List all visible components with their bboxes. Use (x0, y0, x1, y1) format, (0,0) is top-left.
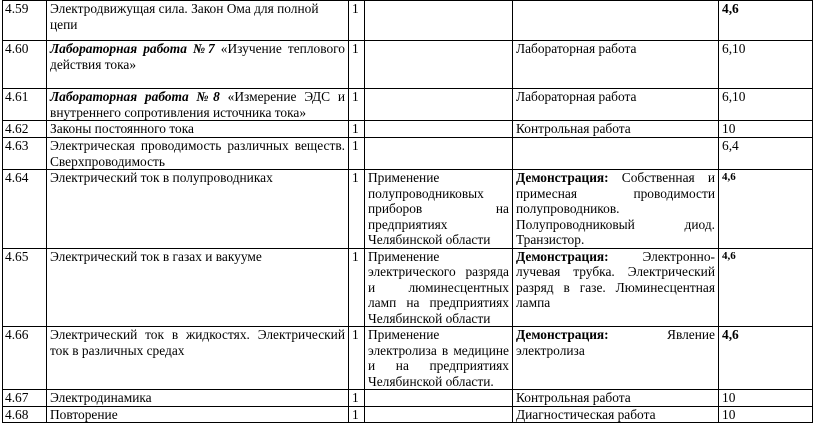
hours-cell: 1 (349, 41, 365, 89)
topic-cell (47, 89, 349, 121)
table-row (3, 121, 813, 138)
topic-cell: Электрический ток в полупроводниках (47, 170, 349, 249)
topic-cell: Электродвижущая сила. Закон Ома для полной цепи (47, 1, 349, 41)
row-number: 4.61 (3, 89, 47, 121)
correction-cell: 6,10 (719, 89, 813, 121)
row-number: 4.62 (3, 121, 47, 138)
control-cell (513, 138, 719, 170)
application-cell (365, 138, 513, 170)
lab-title: «Изучение теплового действия тока» (50, 41, 345, 72)
correction-cell: 10 (719, 121, 813, 138)
hours-cell: 1 (349, 138, 365, 170)
demonstration-cell (513, 248, 719, 327)
topic-cell: Электрический ток в газах и вакууме (47, 248, 349, 327)
topic-cell: Электрическая проводимость различных веществ. Сверхпроводимость (47, 138, 349, 170)
lab-label: Лабораторная работа №8 (50, 89, 220, 104)
lab-title: «Измерение ЭДС и внутреннего сопротивления источника тока» (50, 89, 345, 120)
application-cell (365, 390, 513, 407)
demo-text: Электронно-лучевая трубка. Электрический разряд в газе. Люминесцентная лампа (516, 248, 715, 310)
hours-cell: 1 (349, 248, 365, 327)
control-cell: Лабораторная работа (513, 41, 719, 89)
hours-cell: 1 (349, 121, 365, 138)
lab-label: Лабораторная работа №7 (50, 41, 215, 56)
demonstration-cell (513, 327, 719, 390)
topic-cell: Электрический ток в жидкостях. Электрический ток в различных средах (47, 327, 349, 390)
demo-text: Явление электролиза (516, 327, 715, 358)
row-number: 4.66 (3, 327, 47, 390)
row-number: 4.59 (3, 1, 47, 41)
table-row (3, 390, 813, 407)
control-cell: Контрольная работа (513, 390, 719, 407)
row-number: 4.67 (3, 390, 47, 407)
hours-cell: 1 (349, 1, 365, 41)
correction-cell: 6,10 (719, 41, 813, 89)
hours-cell: 1 (349, 390, 365, 407)
demo-text: Собственная и примесная проводимости полупроводников. Полупроводниковый диод. Транзистор. (516, 170, 715, 247)
hours-cell: 1 (349, 406, 365, 423)
table-row (3, 248, 813, 327)
application-cell (365, 121, 513, 138)
table-row (3, 138, 813, 170)
topic-cell: Повторение (47, 406, 349, 423)
table-row (3, 327, 813, 390)
correction-cell: 6,4 (719, 138, 813, 170)
hours-cell: 1 (349, 170, 365, 249)
demo-label: Демонстрация: (516, 327, 609, 342)
row-number: 4.68 (3, 406, 47, 423)
demonstration-cell (513, 170, 719, 249)
demo-label: Демонстрация: (516, 248, 609, 264)
application-cell (365, 89, 513, 121)
application-cell (365, 41, 513, 89)
correction-cell: 4,6 (719, 1, 813, 41)
row-number: 4.60 (3, 41, 47, 89)
curriculum-table (2, 0, 813, 423)
table-row (3, 406, 813, 423)
application-cell (365, 406, 513, 423)
row-number: 4.65 (3, 248, 47, 327)
row-number: 4.63 (3, 138, 47, 170)
row-number: 4.64 (3, 170, 47, 249)
demo-label: Демонстрация: (516, 170, 609, 185)
correction-cell: 4,6 (719, 327, 813, 390)
hours-cell: 1 (349, 89, 365, 121)
correction-cell: 10 (719, 390, 813, 407)
control-cell (513, 1, 719, 41)
control-cell: Лабораторная работа (513, 89, 719, 121)
application-cell: Применение полупроводниковых приборов на предприятиях Челябинской области (365, 170, 513, 249)
table-row (3, 1, 813, 41)
control-cell: Диагностическая работа (513, 406, 719, 423)
topic-cell: Электродинамика (47, 390, 349, 407)
topic-cell (47, 41, 349, 89)
correction-cell: 4,6 (719, 170, 813, 249)
table-row (3, 41, 813, 89)
table-row (3, 89, 813, 121)
application-cell (365, 1, 513, 41)
application-cell: Применение электролиза в медицине и на предприятиях Челябинской области. (365, 327, 513, 390)
correction-cell: 10 (719, 406, 813, 423)
table-row (3, 170, 813, 249)
hours-cell: 1 (349, 327, 365, 390)
correction-cell: 4,6 (719, 248, 813, 327)
application-cell: Применение электрического разряда и люминесцентных ламп на предприятиях Челябинской области (365, 248, 513, 327)
control-cell: Контрольная работа (513, 121, 719, 138)
topic-cell: Законы постоянного тока (47, 121, 349, 138)
